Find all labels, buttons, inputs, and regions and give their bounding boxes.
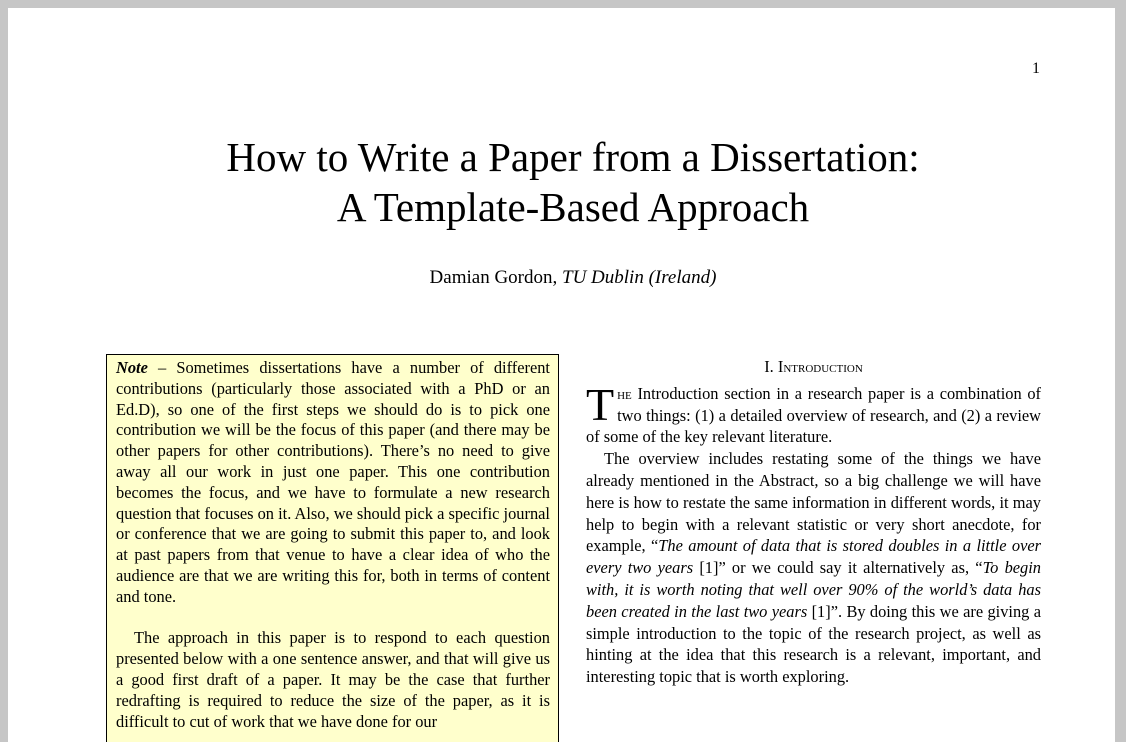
note-text-1: – Sometimes dissertations have a number of different contributions (particularly those associated with a PhD or an Ed.D), so one of the first steps we should do is to pick one contribution we will be the focus of this paper (and there may be other papers for other contributions). There’s no need to give away all our work in just one paper. This one contribution becomes the focus, and we have to formulate a new research question that focuses on it. Also, we should pick a specific journal or conference that we are going to submit this paper to, and look at past papers from that venue to have a clear idea of who the audience are that we are writing this for, both in terms of content and tone. [116, 358, 550, 606]
intro-paragraph-1 [586, 378, 1041, 448]
document-page [8, 8, 1115, 742]
section-number: I. [764, 357, 774, 376]
author-name: Damian Gordon, [429, 267, 558, 288]
section-title: Introduction [777, 357, 863, 376]
page-number: 1 [1032, 60, 1040, 77]
title-line-2: A Template-Based Approach [336, 184, 810, 230]
note-box [106, 354, 559, 742]
quote-1: The amount of data that is stored doubles in a little over every two years [586, 536, 1041, 578]
drop-cap: T [586, 378, 615, 430]
note-label: Note [116, 358, 148, 377]
author-line [8, 267, 1115, 289]
introduction-column [586, 356, 1041, 688]
intro-text-2a: The overview includes restating some of the things we have already mentioned in the Abstract, so a big challenge we will have here is how to restate the same information in different words, it may help to begin with a relevant statistic or very short anecdote, for example, “ [586, 449, 1041, 556]
intro-text-2b: [1]” or we could say it alternatively as, “ [693, 558, 983, 578]
note-paragraph-2: The approach in this paper is to respond to each question presented below with a one sentence answer, and that will give us a good first draft of a paper. It may be the case that further redrafting is required to reduce the size of the paper, as it is difficult to cut of work that we have done for our [116, 628, 550, 731]
drop-cap-rest: he [617, 383, 632, 403]
author-affiliation: TU Dublin (Ireland) [562, 267, 717, 288]
intro-text-2c: [1]”. By doing this we are giving a simple introduction to the topic of the research project, as well as hinting at the idea that this research is a relevant, important, and interesting topic that is worth exploring. [586, 601, 1041, 687]
note-paragraph-1 [116, 358, 550, 608]
intro-text-1: Introduction section in a research paper is a combination of two things: (1) a detailed overview of research, and (2) a review of some of the key relevant literature. [586, 383, 1041, 447]
quote-2: To begin with, it is worth noting that well over 90% of the world’s data has been created in the last two years [586, 558, 1042, 621]
title-line-1: How to Write a Paper from a Dissertation: [226, 134, 920, 180]
section-heading [586, 356, 1041, 378]
intro-paragraph-2 [586, 448, 1041, 688]
paper-title [8, 132, 1115, 232]
